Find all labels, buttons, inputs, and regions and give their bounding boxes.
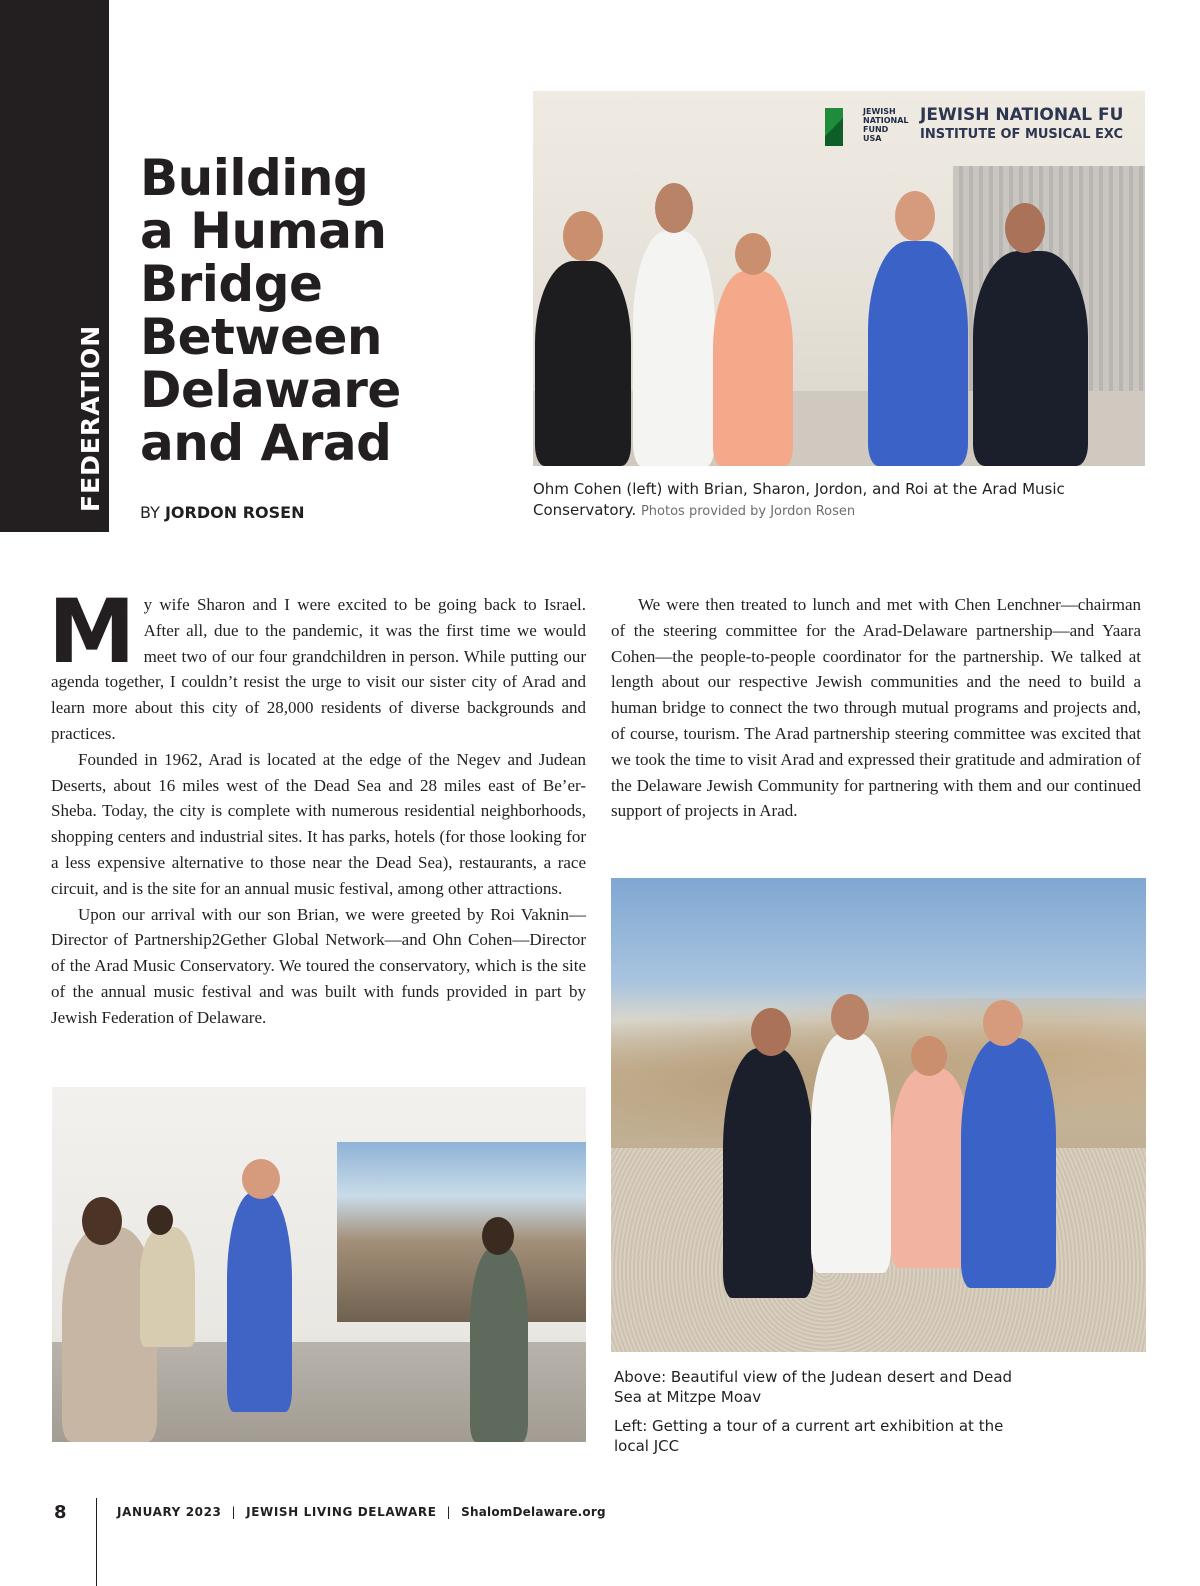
person-silhouette xyxy=(535,261,631,466)
article-paragraph: Upon our arrival with our son Brian, we were greeted by Roi Vaknin—Director of Partnership2Gether Global Network—and Ohn Cohen—Director of the Arad Music Conservatory. We toured the conservatory, which is the site of the annual music festival and was built with funds provided in part by Jewish Federation of Delaware. xyxy=(51,904,586,1027)
photo-credit: Photos provided by Jordon Rosen xyxy=(640,504,856,519)
person-head xyxy=(831,994,869,1040)
person-silhouette xyxy=(633,231,715,466)
article-paragraph xyxy=(48,580,586,747)
caption-text: Ohm Cohen (left) with Brian, Sharon, Jordon, and Roi at the Arad Music Conservatory. xyxy=(533,480,1065,519)
person-silhouette xyxy=(811,1033,891,1273)
person-head xyxy=(82,1197,122,1245)
section-label: FEDERATION xyxy=(76,324,105,512)
byline-author: JORDON ROSEN xyxy=(164,503,305,522)
person-head xyxy=(895,191,935,241)
article-column-left xyxy=(48,580,586,1031)
article-headline xyxy=(140,149,401,472)
paragraph-text: y wife Sharon and I were excited to be going back to Israel. After all, due to the pandemic, it was the first time we would meet two of our four grandchildren in person. While putting our agenda together, I couldn’t resist the urge to visit our sister city of Arad and learn more about this city of 28,000 residents of diverse backgrounds and practices. xyxy=(51,595,586,743)
person-head xyxy=(983,1000,1023,1046)
person-silhouette xyxy=(140,1227,195,1347)
headline-line: and Arad xyxy=(140,414,392,472)
logo-text-line: FUND xyxy=(863,125,889,134)
article-paragraph: Founded in 1962, Arad is located at the edge of the Negev and Judean Deserts, about 16 miles west of the Dead Sea and 28 miles east of Be’er-Sheba. Today, the city is complete with numerous residential neighborhoods, shopping centers and industrial sites. It has parks, hotels (for those looking for a less expensive alternative to those near the Dead Sea), restaurants, a race circuit, and is the site for an annual music festival, among other attractions. xyxy=(51,749,586,898)
person-silhouette xyxy=(973,251,1088,466)
page-footer xyxy=(0,1498,1200,1558)
desert-artwork xyxy=(337,1142,586,1322)
art-exhibition-photo xyxy=(52,1087,586,1442)
photo-caption-above: Above: Beautiful view of the Judean desert and Dead Sea at Mitzpe Moav xyxy=(614,1368,1013,1406)
jnf-logo-icon xyxy=(825,108,843,146)
sign-line-2: INSTITUTE OF MUSICAL EXC xyxy=(920,127,1124,142)
byline-prefix: BY xyxy=(140,503,160,522)
person-silhouette xyxy=(713,271,793,466)
photo-caption-top xyxy=(533,479,1153,522)
headline-line: a Human xyxy=(140,202,387,260)
page-number: 8 xyxy=(54,1502,67,1523)
person-head xyxy=(242,1159,280,1199)
person-silhouette xyxy=(868,241,968,466)
article-column-right xyxy=(611,592,1141,824)
person-silhouette xyxy=(470,1247,528,1442)
section-sidebar xyxy=(0,0,109,532)
person-silhouette xyxy=(961,1038,1056,1288)
person-silhouette xyxy=(227,1192,292,1412)
person-head xyxy=(735,233,771,275)
person-head xyxy=(751,1008,791,1056)
footer-divider xyxy=(96,1498,97,1586)
conservatory-group-photo xyxy=(533,91,1145,466)
footer-separator: | xyxy=(231,1505,237,1519)
article-paragraph: We were then treated to lunch and met with Chen Lenchner—chairman of the steering committee for the Arad-Delaware partnership—and Yaara Cohen—the people-to-people coordinator for the partnership. We talked at length about our respective Jewish communities and the need to build a human bridge to connect the two through mutual programs and projects and, of course, tourism. The Arad partnership steering committee was excited that we took the time to visit Arad and expressed their gratitude and admiration of the Delaware Jewish Community for partnering with them and our continued support of projects in Arad. xyxy=(611,595,1141,821)
headline-line: Building xyxy=(140,149,369,207)
issue-date: JANUARY 2023 xyxy=(117,1505,222,1519)
institute-sign xyxy=(920,105,1123,142)
website-link[interactable]: ShalomDelaware.org xyxy=(461,1505,606,1519)
sign-line-1: JEWISH NATIONAL FU xyxy=(920,105,1124,125)
headline-line: Between xyxy=(140,308,383,366)
person-silhouette xyxy=(891,1068,971,1268)
headline-line: Delaware xyxy=(140,361,401,419)
drop-cap: M xyxy=(48,580,136,683)
photo-caption-left: Left: Getting a tour of a current art exhibition at the local JCC xyxy=(614,1417,1004,1455)
logo-text-line: NATIONAL xyxy=(863,116,909,125)
headline-line: Bridge xyxy=(140,255,323,313)
person-head xyxy=(482,1217,514,1255)
person-head xyxy=(655,183,693,233)
footer-info xyxy=(117,1505,606,1519)
logo-text-line: USA xyxy=(863,134,882,143)
footer-separator: | xyxy=(446,1505,452,1519)
logo-text-line: JEWISH xyxy=(863,107,896,116)
desert-group-photo xyxy=(611,878,1146,1352)
jnf-logo-text xyxy=(863,107,919,143)
publication-name: JEWISH LIVING DELAWARE xyxy=(246,1505,437,1519)
person-head xyxy=(911,1036,947,1076)
person-head xyxy=(1005,203,1045,253)
byline xyxy=(140,503,304,522)
person-head xyxy=(147,1205,173,1235)
person-head xyxy=(563,211,603,261)
person-silhouette xyxy=(723,1048,813,1298)
